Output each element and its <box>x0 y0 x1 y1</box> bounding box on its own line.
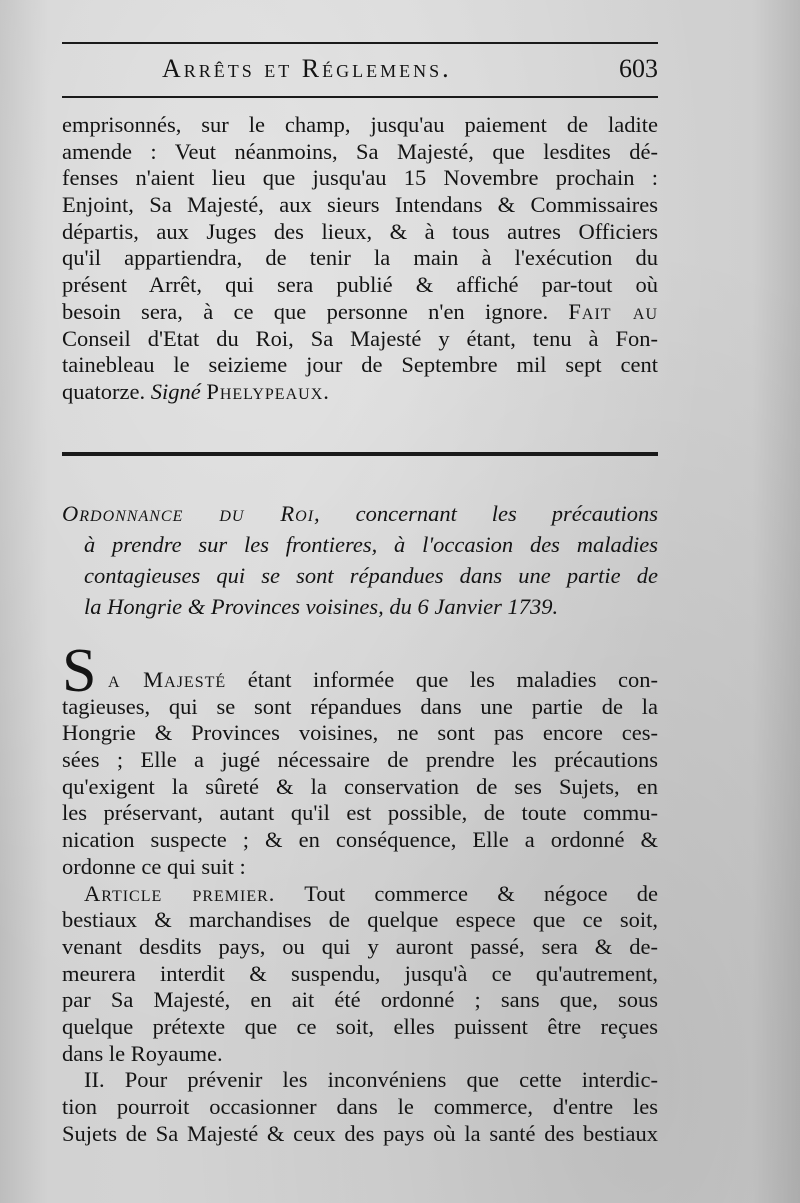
opening-words: a Majesté <box>108 667 227 692</box>
text-line: nication suspecte ; & en conséquence, Elle a ordonné & <box>62 827 658 853</box>
drop-cap: S <box>62 637 97 705</box>
text-line: II. Pour prévenir les inconvéniens que cette interdic- <box>84 1067 658 1093</box>
text-line: présent Arrêt, qui sera publié & affiché par-tout où <box>62 272 658 298</box>
text-line: Conseil d'Etat du Roi, Sa Majesté y étant, tenu à Fon- <box>62 325 658 351</box>
heading-line: la Hongrie & Provinces voisines, du 6 Janvier 1739. <box>84 594 559 619</box>
text-line <box>62 881 658 908</box>
text-line: par Sa Majesté, en ait été ordonné ; sans que, sous <box>62 987 658 1013</box>
text-line: fenses n'aient lieu que jusqu'au 15 Novembre prochain : <box>62 165 658 191</box>
continued-paragraph <box>62 112 658 406</box>
text-line: amende : Veut néanmoins, Sa Majesté, que lesdites dé- <box>62 138 658 164</box>
text-line: quelque prétexte que ce soit, elles puissent être reçues <box>62 1013 658 1039</box>
text-line <box>62 299 658 326</box>
text-line: qu'il appartiendra, de tenir la main à l'exécution du <box>62 245 658 271</box>
text-line: les préservant, autant qu'il est possible, de toute commu- <box>62 800 658 826</box>
text-run: Tout commerce & négoce de <box>304 880 658 906</box>
text-line: meurera interdit & suspendu, jusqu'à ce qu'autrement, <box>62 960 658 986</box>
text-line: Enjoint, Sa Majesté, aux sieurs Intendans & Commissaires <box>62 192 658 218</box>
signe-label: Signé <box>150 378 201 404</box>
heading-run: concernant les précautions <box>355 501 658 526</box>
text-line: sées ; Elle a jugé nécessaire de prendre les précautions <box>62 747 658 773</box>
text-line: tagieuses, qui se sont répandues dans une partie de la <box>62 693 658 719</box>
header-rule-top <box>62 42 658 44</box>
text-line: bestiaux & marchandises de quelque espece que ce soit, <box>62 907 658 933</box>
heading-line <box>62 498 658 529</box>
text-line: Hongrie & Provinces voisines, ne sont pas encore ces- <box>62 720 658 746</box>
ordonnance-body <box>62 667 658 1147</box>
text-line: venant desdits pays, ou qui y auront passé, sera & de- <box>62 933 658 959</box>
ordonnance-heading <box>62 498 658 622</box>
text-run: étant informée que les maladies con- <box>247 667 658 692</box>
header-rule-bottom <box>62 96 658 98</box>
ordonnance-title: Ordonnance du Roi, <box>62 501 321 526</box>
article-label: Article premier. <box>84 880 276 906</box>
text-line: emprisonnés, sur le champ, jusqu'au paiement de ladite <box>62 112 658 137</box>
signatory: Phelypeaux. <box>206 378 330 404</box>
page-number: 603 <box>619 54 658 83</box>
text-line <box>62 667 658 694</box>
text-line: ordonne ce qui suit : <box>62 853 246 879</box>
heading-line: à prendre sur les frontieres, à l'occasion des maladies <box>84 532 658 557</box>
heading-line: contagieuses qui se sont répandues dans une partie de <box>84 563 658 588</box>
text-line: tion pourroit occasionner dans le commerce, d'entre les <box>62 1094 658 1119</box>
section-divider <box>62 452 658 456</box>
text-line <box>62 379 658 406</box>
text-line: dans le Royaume. <box>62 1040 223 1066</box>
text-line: Sujets de Sa Majesté & ceux des pays où la santé des bestiaux <box>62 1120 658 1146</box>
text-line: départis, aux Juges des lieux, & à tous autres Officiers <box>62 218 658 244</box>
running-title: Arrêts et Réglemens. <box>162 54 452 83</box>
fait-au: Fait au <box>568 298 658 324</box>
text-line: qu'exigent la sûreté & la conservation de ses Sujets, en <box>62 773 658 799</box>
text-run: quatorze. <box>62 378 146 404</box>
text-line: tainebleau le seizieme jour de Septembre mil sept cent <box>62 352 658 378</box>
running-head <box>62 50 658 90</box>
text-run: besoin sera, à ce que personne n'en ignore. <box>62 298 549 324</box>
